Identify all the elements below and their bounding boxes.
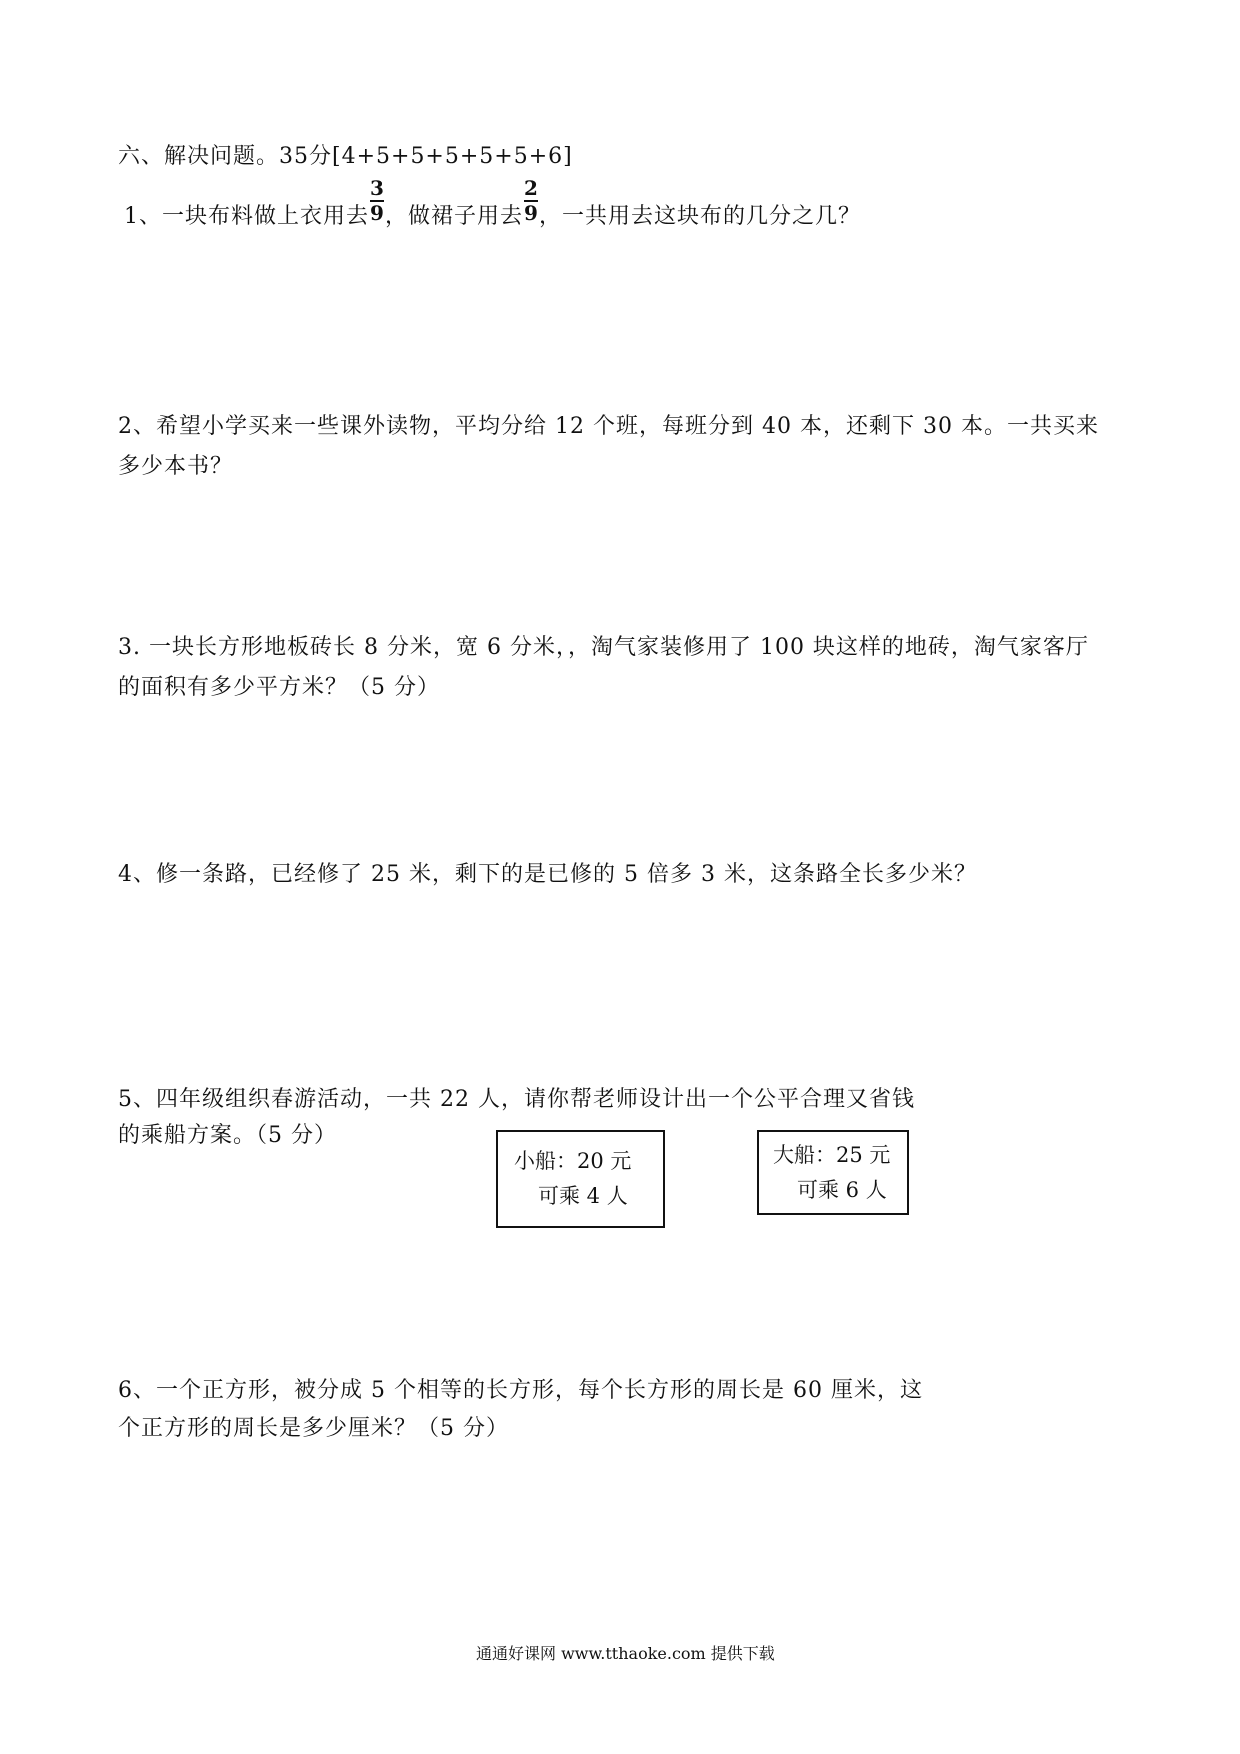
question-5-line-2: 的乘船方案。（5 分） <box>118 1123 337 1148</box>
question-3-line-1: 3. 一块长方形地板砖长 8 分米，宽 6 分米，，淘气家装修用了 100 块这样的地砖，淘气家客厅 <box>118 635 1089 660</box>
question-2-line-2: 多少本书？ <box>118 454 234 479</box>
question-2-line-1: 2、希望小学买来一些课外读物，平均分给 12 个班，每班分到 40 本，还剩下 30 本。一共买来 <box>118 414 1099 439</box>
fraction-numerator: 3 <box>370 176 385 200</box>
large-boat-price: 大船：25 元 <box>773 1143 891 1167</box>
fraction-numerator: 2 <box>524 176 539 200</box>
question-6-line-1: 6、一个正方形，被分成 5 个相等的长方形，每个长方形的周长是 60 厘米，这 <box>118 1378 923 1403</box>
question-3-line-2: 的面积有多少平方米？（5 分） <box>118 675 440 700</box>
question-1-text-c: ，一共用去这块布的几分之几？ <box>539 204 862 229</box>
footer-download-notice: 通通好课网 www.tthaoke.com 提供下载 <box>476 1644 775 1663</box>
question-1 <box>124 176 862 232</box>
fraction-denominator: 9 <box>370 201 385 225</box>
question-4-line-1: 4、修一条路，已经修了 25 米，剩下的是已修的 5 倍多 3 米，这条路全长多少米？ <box>118 862 977 887</box>
small-boat-price: 小船：20 元 <box>514 1149 632 1173</box>
large-boat-box <box>757 1130 909 1215</box>
question-1-text-b: ，做裙子用去 <box>385 204 524 229</box>
large-boat-capacity: 可乘 6 人 <box>797 1178 887 1202</box>
section-title: 六、解决问题。35分[4+5+5+5+5+5+6] <box>118 144 573 169</box>
small-boat-box <box>496 1130 665 1228</box>
question-1-text-a: 1、一块布料做上衣用去 <box>124 204 369 229</box>
fraction-2-9 <box>524 176 539 232</box>
fraction-3-9 <box>370 176 385 232</box>
small-boat-capacity: 可乘 4 人 <box>538 1184 628 1208</box>
fraction-denominator: 9 <box>524 201 539 225</box>
question-6-line-2: 个正方形的周长是多少厘米？（5 分） <box>118 1416 509 1441</box>
question-5-line-1: 5、四年级组织春游活动，一共 22 人，请你帮老师设计出一个公平合理又省钱 <box>118 1087 915 1112</box>
